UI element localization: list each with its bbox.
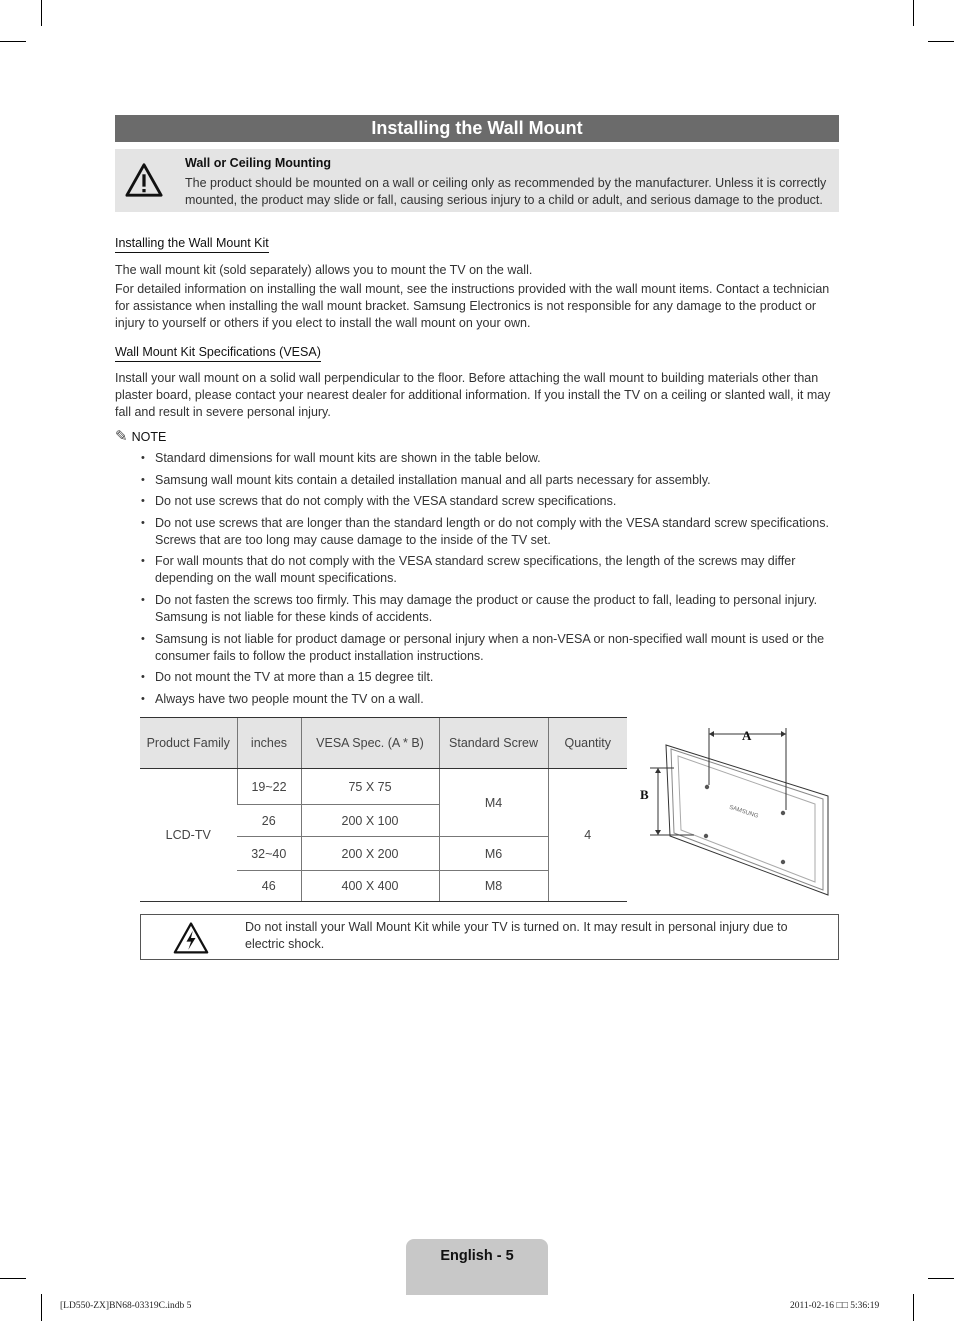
table-row bbox=[140, 769, 627, 805]
timestamp: 2011-02-16 □□ 5:36:19 bbox=[790, 1301, 880, 1311]
product-family-cell: LCD-TV bbox=[140, 769, 237, 902]
list-item: • Do not use screws that are longer than the standard length or do not comply with the VESA standard screw specifications. Screws that are too long may cause damage to the inside of the TV set. bbox=[141, 515, 829, 547]
vesa-cell: 75 X 75 bbox=[301, 769, 439, 805]
caution-text: The product should be mounted on a wall or ceiling only as recommended by the manufacturer. Unless it is correctly mounted, the product may slide or fall, causing serious injury to a child or adult, and serious damage to the product. bbox=[185, 176, 827, 207]
shock-warning-text: Do not install your Wall Mount Kit while your TV is turned on. It may result in personal injury due to electric shock. bbox=[245, 920, 788, 951]
inches-cell: 32~40 bbox=[237, 837, 301, 871]
caution-title: Wall or Ceiling Mounting bbox=[185, 156, 332, 170]
tv-logo-text: SAMSUNG bbox=[728, 804, 759, 820]
list-item: • Always have two people mount the TV on a wall. bbox=[141, 691, 424, 706]
list-item: • Samsung is not liable for product damage or personal injury when a non-VESA or non-specified wall mount is used or the consumer fails to follow the product installation instructions. bbox=[141, 631, 825, 663]
list-item: • For wall mounts that do not comply with the VESA standard screw specifications, the length of the screws may differ depending on the wall mount specifications. bbox=[141, 554, 796, 586]
column-header: Standard Screw bbox=[439, 718, 548, 769]
caution-triangle-icon bbox=[125, 162, 163, 198]
list-item: • Do not use screws that do not comply with the VESA standard screw specifications. bbox=[141, 494, 617, 509]
dimension-a-label: A bbox=[742, 728, 752, 743]
electric-shock-icon bbox=[173, 921, 209, 955]
column-header: inches bbox=[237, 718, 301, 769]
screw-cell: M8 bbox=[439, 871, 548, 902]
shock-warning-box bbox=[140, 914, 839, 960]
screw-cell: M4 bbox=[439, 769, 548, 837]
crop-mark bbox=[913, 0, 914, 26]
vesa-heading: Wall Mount Kit Specifications (VESA) bbox=[115, 345, 321, 362]
vesa-cell: 200 X 200 bbox=[301, 837, 439, 871]
vesa-cell: 200 X 100 bbox=[301, 805, 439, 837]
kit-paragraph: The wall mount kit (sold separately) allows you to mount the TV on the wall. bbox=[115, 263, 533, 277]
inches-cell: 19~22 bbox=[237, 769, 301, 805]
list-item: • Do not mount the TV at more than a 15 degree tilt. bbox=[141, 670, 434, 685]
crop-mark bbox=[913, 1294, 914, 1321]
list-item: • Standard dimensions for wall mount kits are shown in the table below. bbox=[141, 451, 541, 465]
column-header: Product Family bbox=[140, 718, 237, 769]
column-header: VESA Spec. (A * B) bbox=[301, 718, 439, 769]
page-number-tab: English - 5 bbox=[406, 1239, 548, 1295]
kit-heading: Installing the Wall Mount Kit bbox=[115, 236, 269, 253]
caution-box bbox=[115, 149, 839, 212]
kit-paragraph: For detailed information on installing the wall mount, see the instructions provided with the wall mount items. Contact a technician for assistance when installing the wall mount bracket. Samsung Electronics is not responsible for any damage to the product or injury to yourself or others if you elect to install the wall mount on your own. bbox=[115, 282, 830, 330]
list-item: • Do not fasten the screws too firmly. This may damage the product or cause the product to fall, leading to personal injury. Samsung is not liable for these kinds of accidents. bbox=[141, 592, 818, 624]
table-header-row bbox=[140, 718, 627, 769]
screw-cell: M6 bbox=[439, 837, 548, 871]
note-list bbox=[140, 450, 840, 712]
crop-mark bbox=[0, 41, 26, 42]
crop-mark bbox=[41, 0, 42, 26]
column-header: Quantity bbox=[548, 718, 627, 769]
note-text: NOTE bbox=[131, 430, 167, 444]
vesa-spec-table bbox=[140, 717, 627, 902]
pencil-icon: ✎ bbox=[115, 428, 128, 445]
file-info: [LD550-ZX]BN68-03319C.indb 5 bbox=[60, 1301, 192, 1311]
vesa-cell: 400 X 400 bbox=[301, 871, 439, 902]
dimension-b-label: B bbox=[640, 787, 649, 802]
list-item: • Samsung wall mount kits contain a detailed installation manual and all parts necessary for assembly. bbox=[141, 472, 711, 487]
inches-cell: 26 bbox=[237, 805, 301, 837]
crop-mark bbox=[0, 1278, 26, 1279]
section-title: Installing the Wall Mount bbox=[115, 115, 839, 142]
inches-cell: 46 bbox=[237, 871, 301, 902]
crop-mark bbox=[928, 41, 954, 42]
crop-mark bbox=[41, 1294, 42, 1321]
tv-back-diagram bbox=[638, 720, 834, 900]
quantity-cell: 4 bbox=[548, 769, 627, 902]
note-label bbox=[115, 427, 166, 445]
vesa-paragraph: Install your wall mount on a solid wall perpendicular to the floor. Before attaching the wall mount to building materials other than plaster board, please contact your nearest dealer for additional information. If you install the TV on a ceiling or slanted wall, it may fall and result in severe personal injury. bbox=[115, 371, 831, 419]
crop-mark bbox=[928, 1278, 954, 1279]
